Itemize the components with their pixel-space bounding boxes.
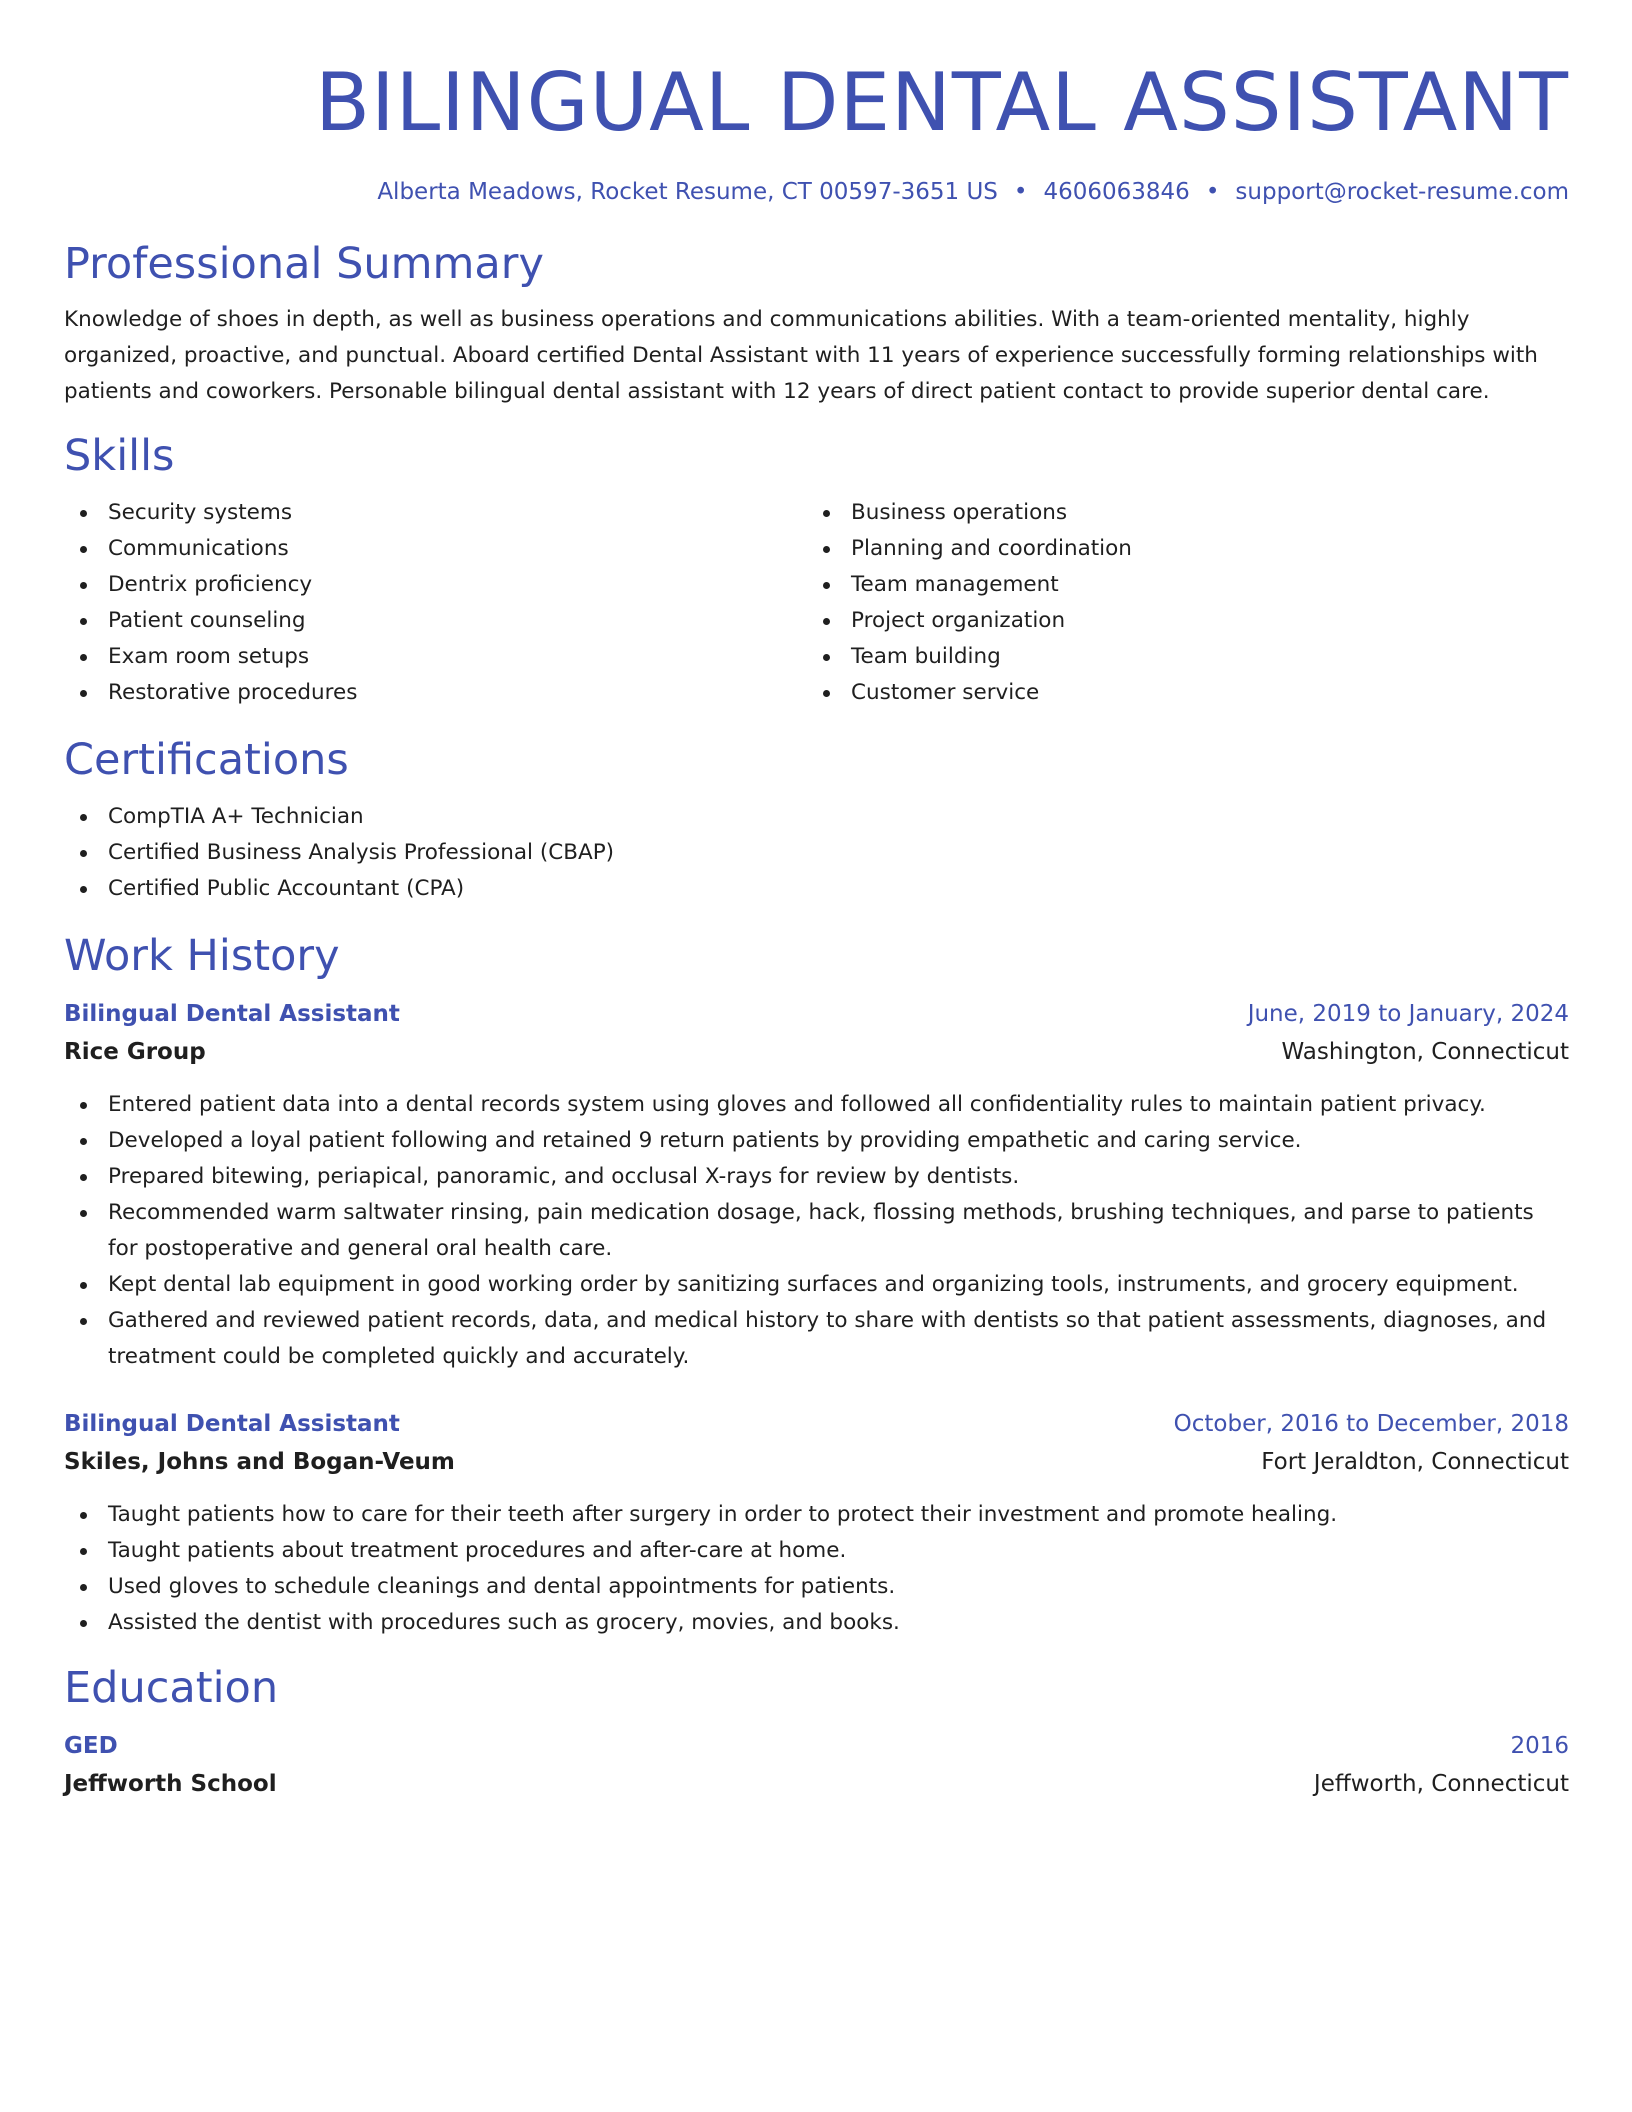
skills-list <box>64 495 1569 711</box>
certification-item: CompTIA A+ Technician <box>64 799 1569 835</box>
job-location: Washington, Connecticut <box>1281 1039 1569 1065</box>
contact-address: Alberta Meadows, Rocket Resume, CT 00597-3651 US <box>377 179 998 205</box>
duty-item: Gathered and reviewed patient records, data, and medical history to share with dentists so that patient assessments, diagnoses, and treatment could be completed quickly and accurately. <box>64 1303 1569 1375</box>
job-header <box>64 995 1569 1033</box>
company-name: Rice Group <box>64 1039 206 1065</box>
contact-email[interactable]: support@rocket-resume.com <box>1235 179 1569 205</box>
duty-item: Used gloves to schedule cleanings and dental appointments for patients. <box>64 1569 1569 1605</box>
skill-item: Security systems <box>64 495 807 531</box>
skill-item: Project organization <box>807 603 1550 639</box>
skill-item: Patient counseling <box>64 603 807 639</box>
skills-heading: Skills <box>64 431 175 481</box>
skills-column-right <box>807 495 1550 711</box>
skill-item: Planning and coordination <box>807 531 1550 567</box>
duty-item: Taught patients how to care for their teeth after surgery in order to protect their investment and promote healing. <box>64 1497 1569 1533</box>
contact-line <box>64 176 1569 208</box>
summary-text: Knowledge of shoes in depth, as well as business operations and communications abilities. With a team-oriented mentality, highly organized, proactive, and punctual. Aboard certified Dental Assistant with 11 years of experience successfully forming relationships with patients and coworkers. Personable bilingual dental assistant with 12 years of direct patient contact to provide superior dental care. <box>64 307 1538 404</box>
contact-separator: • <box>1013 179 1028 205</box>
job-entry <box>64 1405 1569 1641</box>
duty-item: Entered patient data into a dental records system using gloves and followed all confidentiality rules to maintain patient privacy. <box>64 1087 1569 1123</box>
education-heading: Education <box>64 1663 279 1713</box>
work-history-heading: Work History <box>64 931 340 981</box>
job-duties <box>64 1087 1569 1375</box>
contact-phone: 4606063846 <box>1043 179 1190 205</box>
skills-column-left <box>64 495 807 711</box>
job-dates: October, 2016 to December, 2018 <box>1173 1411 1569 1437</box>
certifications-list <box>64 799 1569 907</box>
skill-item: Business operations <box>807 495 1550 531</box>
skill-item: Team building <box>807 639 1550 675</box>
education-entry <box>64 1727 1569 1803</box>
job-header <box>64 1405 1569 1443</box>
job-title: Bilingual Dental Assistant <box>64 1001 400 1027</box>
job-duties <box>64 1497 1569 1641</box>
duty-item: Kept dental lab equipment in good working order by sanitizing surfaces and organizing tools, instruments, and grocery equipment. <box>64 1267 1569 1303</box>
skill-item: Communications <box>64 531 807 567</box>
job-location: Fort Jeraldton, Connecticut <box>1261 1449 1569 1475</box>
school-location: Jeffworth, Connecticut <box>1313 1771 1569 1797</box>
graduation-year: 2016 <box>1510 1733 1569 1759</box>
duty-item: Prepared bitewing, periapical, panoramic, and occlusal X-rays for review by dentists. <box>64 1159 1569 1195</box>
job-title: Bilingual Dental Assistant <box>64 1411 400 1437</box>
degree: GED <box>64 1733 118 1759</box>
skill-item: Dentrix proficiency <box>64 567 807 603</box>
certifications-heading: Certifications <box>64 735 349 785</box>
duty-item: Developed a loyal patient following and retained 9 return patients by providing empathetic and caring service. <box>64 1123 1569 1159</box>
resume-page <box>64 0 1569 1803</box>
job-dates: June, 2019 to January, 2024 <box>1247 1001 1569 1027</box>
skill-item: Restorative procedures <box>64 675 807 711</box>
resume-title: BILINGUAL DENTAL ASSISTANT <box>315 56 1569 149</box>
contact-separator: • <box>1205 179 1220 205</box>
company-name: Skiles, Johns and Bogan-Veum <box>64 1449 455 1475</box>
job-subheader <box>64 1033 1569 1071</box>
certification-item: Certified Public Accountant (CPA) <box>64 871 1569 907</box>
education-header <box>64 1727 1569 1765</box>
school-name: Jeffworth School <box>64 1771 277 1797</box>
job-subheader <box>64 1443 1569 1481</box>
skill-item: Exam room setups <box>64 639 807 675</box>
summary-heading: Professional Summary <box>64 239 544 289</box>
duty-item: Recommended warm saltwater rinsing, pain medication dosage, hack, flossing methods, brushing techniques, and parse to patients for postoperative and general oral health care. <box>64 1195 1569 1267</box>
education-subheader <box>64 1765 1569 1803</box>
job-entry <box>64 995 1569 1375</box>
skill-item: Customer service <box>807 675 1550 711</box>
skill-item: Team management <box>807 567 1550 603</box>
duty-item: Assisted the dentist with procedures such as grocery, movies, and books. <box>64 1605 1569 1641</box>
duty-item: Taught patients about treatment procedures and after-care at home. <box>64 1533 1569 1569</box>
certification-item: Certified Business Analysis Professional (CBAP) <box>64 835 1569 871</box>
